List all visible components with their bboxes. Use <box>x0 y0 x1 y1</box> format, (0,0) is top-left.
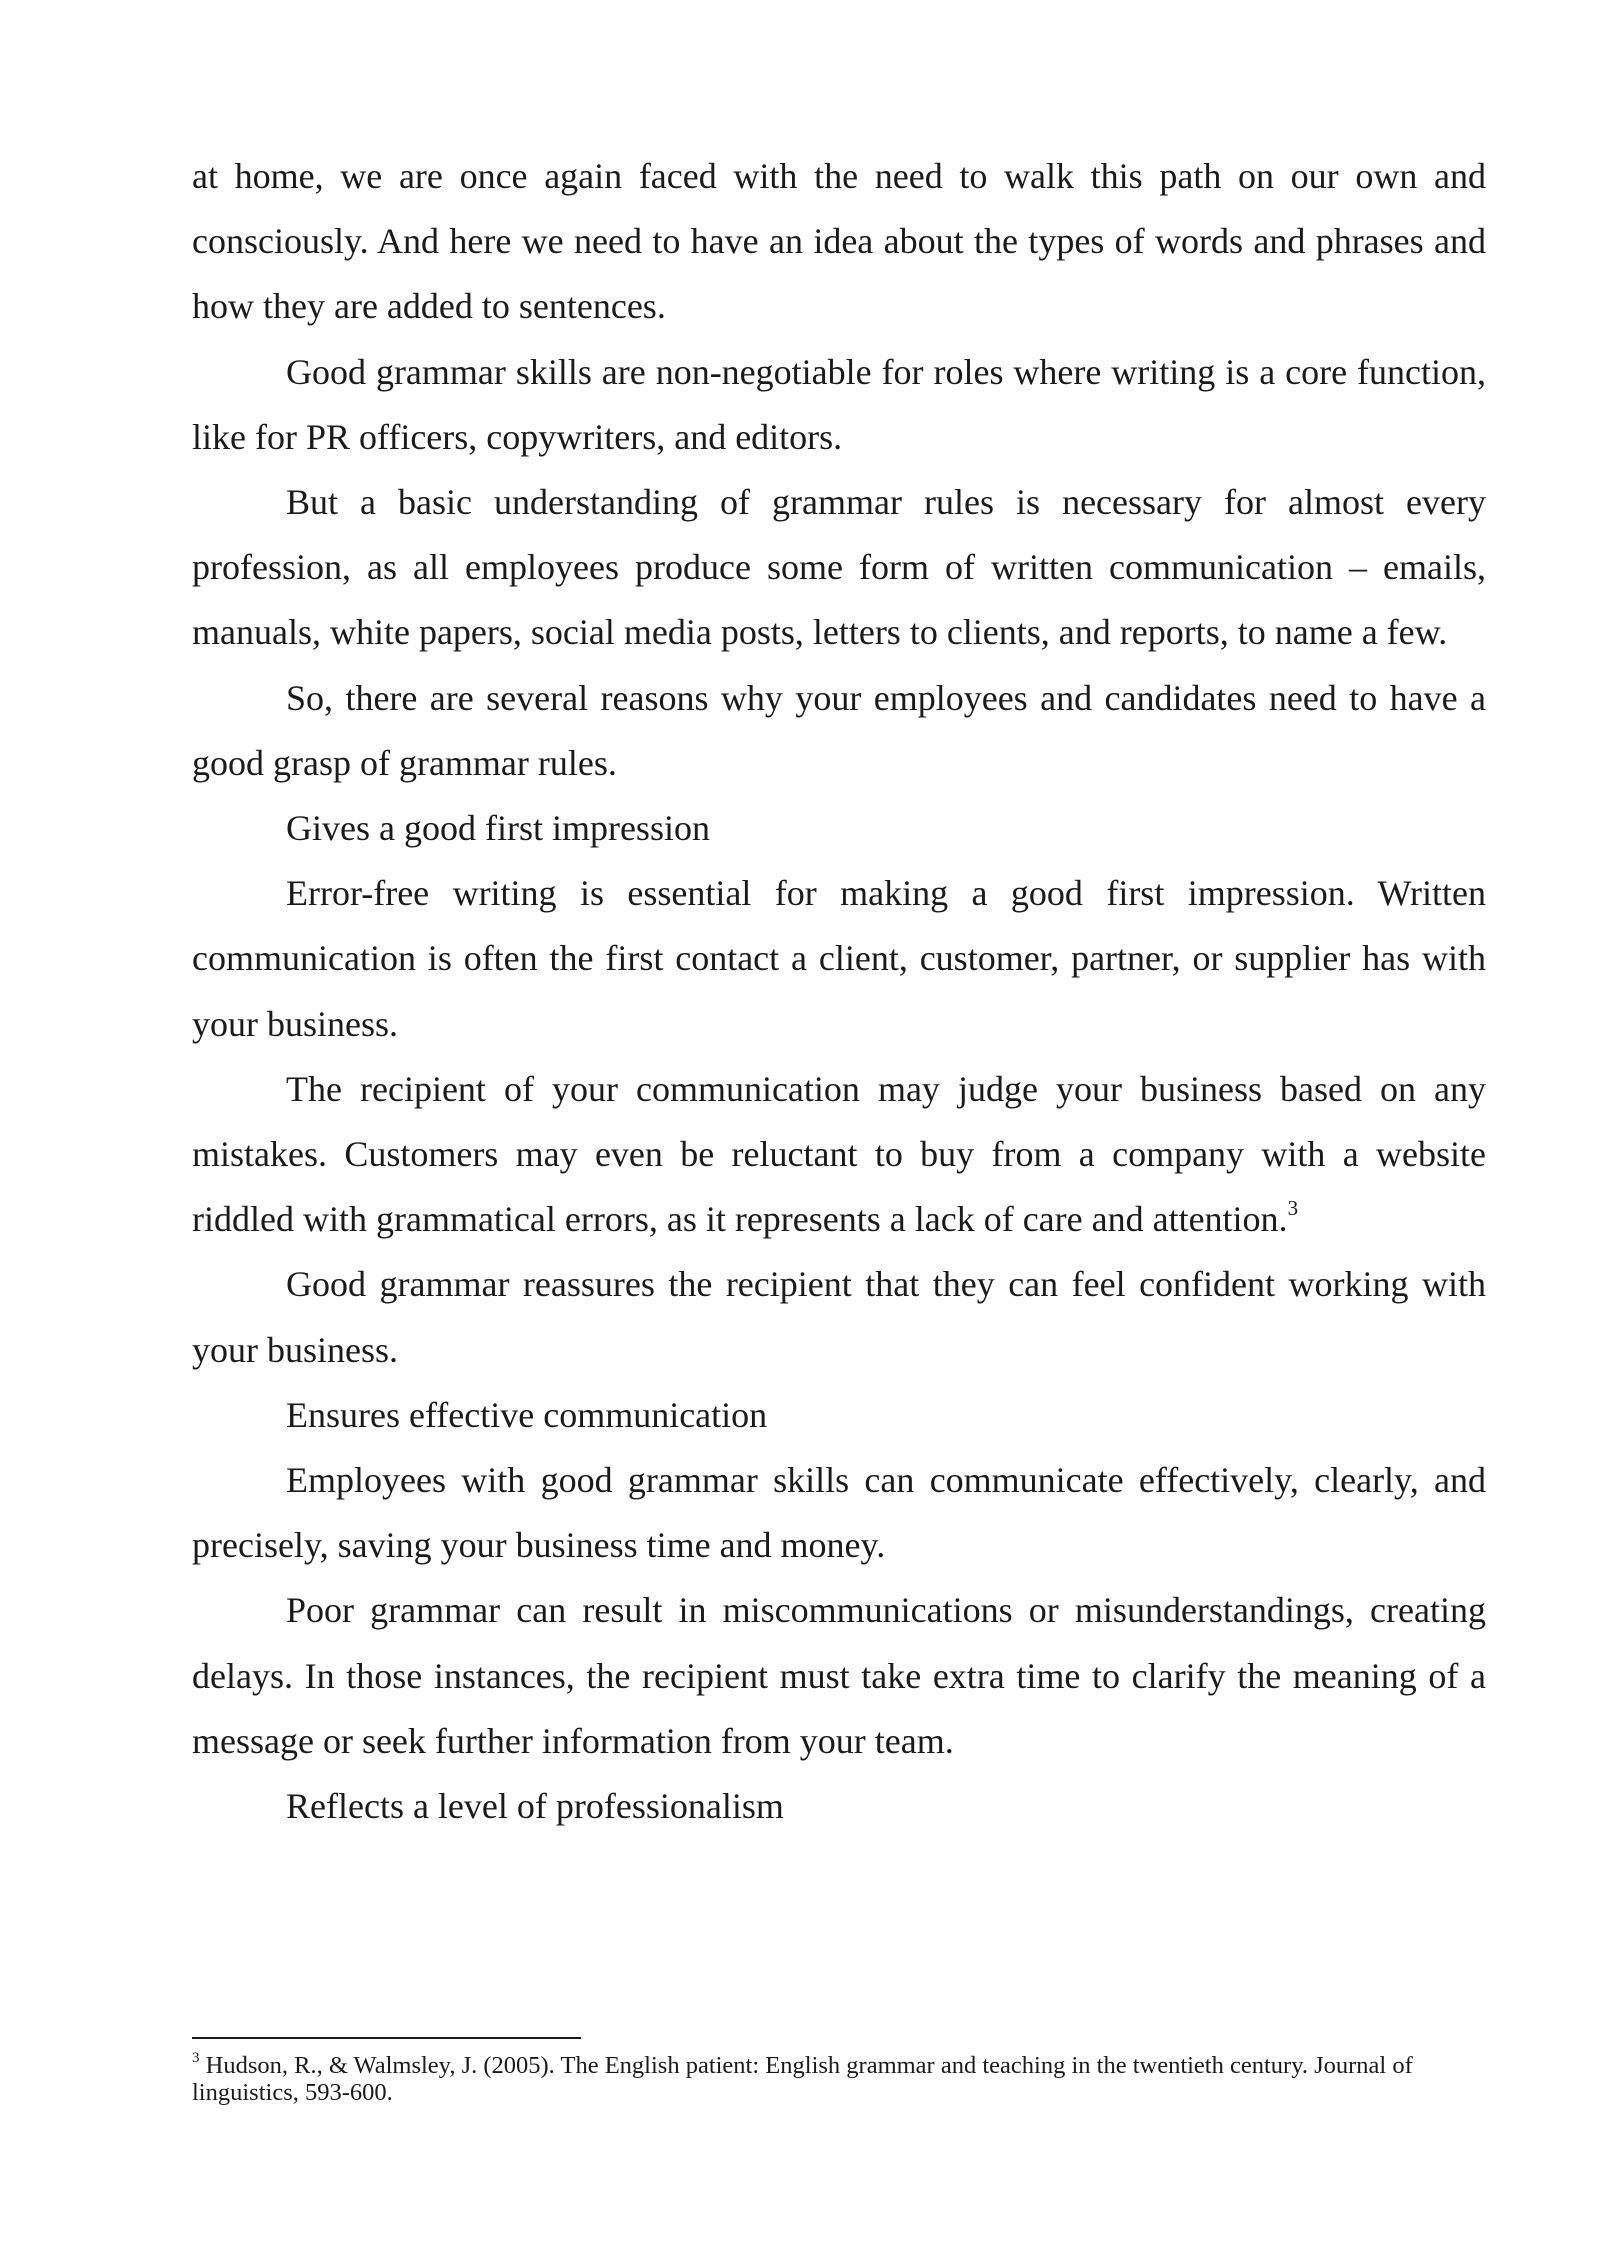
section-heading: Reflects a level of professionalism <box>286 1786 784 1827</box>
body-text <box>192 144 1486 1839</box>
paragraph: Error-free writing is essential for making a good first impression. Written communication is often the first contact a client, customer, partner, or supplier has with your business. <box>192 873 1486 1044</box>
footnote-separator <box>192 2037 581 2039</box>
paragraph-text: The recipient of your communication may judge your business based on any mistakes. Customers may even be reluctant to buy from a company with a website riddled with grammatical errors, as it represents a lack of care and attention. <box>192 1068 1486 1240</box>
footnote-reference: 3 <box>1287 1196 1299 1221</box>
paragraph: Poor grammar can result in miscommunications or misunderstandings, creating delays. In those instances, the recipient must take extra time to clarify the meaning of a message or seek further information from your team. <box>192 1590 1486 1761</box>
footnote <box>192 2049 1492 2106</box>
section-heading: Ensures effective communication <box>286 1394 768 1435</box>
paragraph: But a basic understanding of grammar rules is necessary for almost every profession, as all employees produce some form of written communication – emails, manuals, white papers, social media posts, letters to clients, and reports, to name a few. <box>192 482 1486 653</box>
paragraph <box>192 1057 1486 1253</box>
section-heading: Gives a good first impression <box>286 808 710 849</box>
paragraph: Good grammar reassures the recipient that they can feel confident working with your business. <box>192 1264 1486 1370</box>
paragraph: Good grammar skills are non-negotiable for roles where writing is a core function, like for PR officers, copywriters, and editors. <box>192 351 1486 457</box>
footnote-number: 3 <box>192 2049 200 2066</box>
paragraph: at home, we are once again faced with the need to walk this path on our own and consciously. And here we need to have an idea about the types of words and phrases and how they are added to sentences. <box>192 156 1486 327</box>
paragraph: So, there are several reasons why your employees and candidates need to have a good grasp of grammar rules. <box>192 677 1486 783</box>
paragraph: Employees with good grammar skills can communicate effectively, clearly, and precisely, saving your business time and money. <box>192 1460 1486 1566</box>
footnote-text: Hudson, R., & Walmsley, J. (2005). The English patient: English grammar and teaching in the twentieth century. Journal of linguistics, 593-600. <box>192 2052 1413 2106</box>
